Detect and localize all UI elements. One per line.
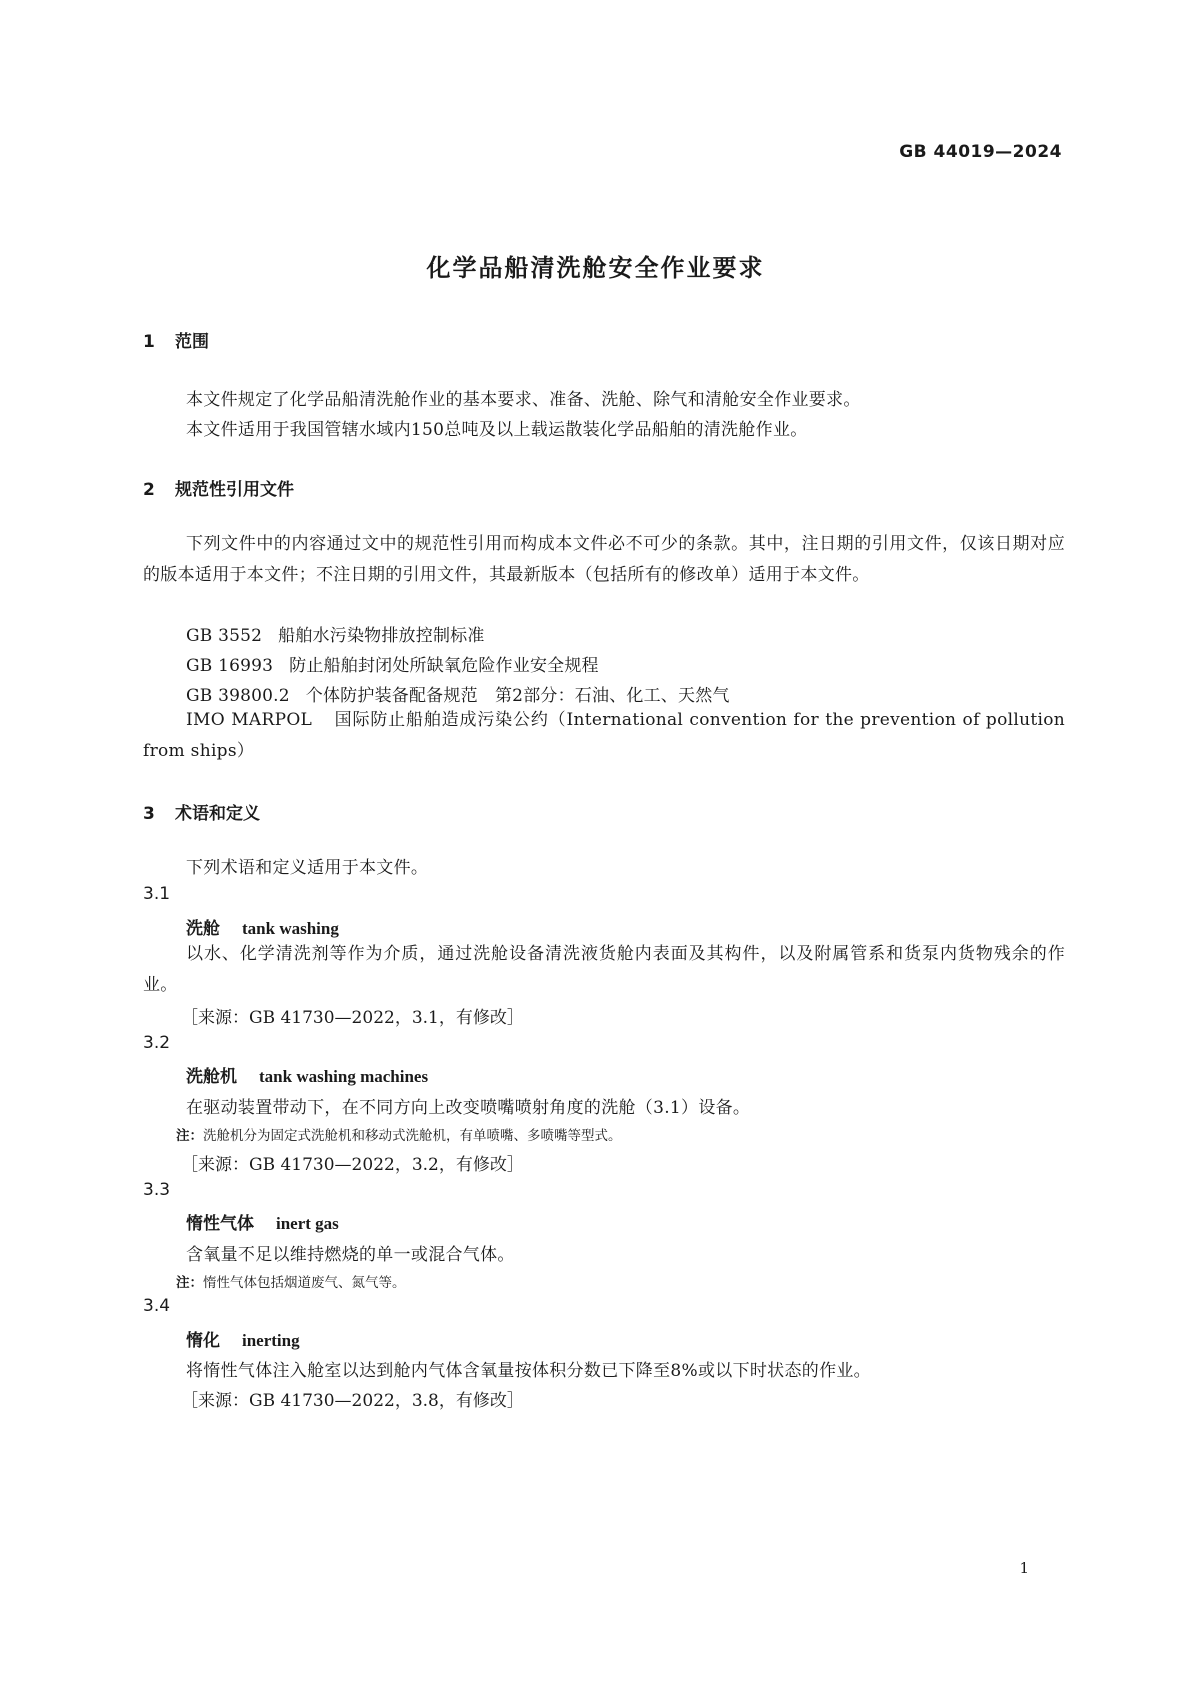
section-title: 规范性引用文件	[175, 480, 294, 500]
section-heading-normative	[143, 475, 294, 500]
reference-code: GB 16993	[186, 656, 274, 676]
scope-paragraph-1: 本文件规定了化学品船清洗舱作业的基本要求、准备、洗舱、除气和清舱安全作业要求。	[186, 390, 861, 410]
term-heading	[186, 914, 339, 939]
reference-title: 防止船舶封闭处所缺氧危险作业安全规程	[289, 656, 599, 676]
section-title: 术语和定义	[175, 804, 260, 824]
term-zh: 洗舱	[186, 919, 220, 939]
term-en: inerting	[242, 1331, 300, 1350]
term-en: tank washing machines	[259, 1067, 429, 1086]
reference-item	[186, 651, 599, 676]
document-title: 化学品船清洗舱安全作业要求	[426, 254, 765, 282]
term-number: 3.4	[143, 1296, 171, 1316]
normative-intro: 下列文件中的内容通过文中的规范性引用而构成本文件必不可少的条款。其中，注日期的引用文件，仅该日期对应的版本适用于本文件；不注日期的引用文件，其最新版本（包括所有的修改单）适用于本文件。	[143, 534, 1065, 585]
term-definition: 在驱动装置带动下，在不同方向上改变喷嘴喷射角度的洗舱（3.1）设备。	[186, 1098, 751, 1118]
reference-item	[186, 621, 485, 646]
term-definition: 以水、化学清洗剂等作为介质，通过洗舱设备清洗液货舱内表面及其构件，以及附属管系和货泵内货物残余的作业。	[143, 944, 1065, 995]
term-note	[176, 1271, 406, 1291]
note-label: 注：	[176, 1128, 203, 1144]
section-number: 2	[143, 480, 155, 500]
page-number: 1	[1019, 1559, 1029, 1577]
term-definition: 含氧量不足以维持燃烧的单一或混合气体。	[186, 1245, 515, 1265]
reference-item	[143, 705, 1065, 767]
note-label: 注：	[176, 1275, 203, 1291]
section-number: 1	[143, 332, 155, 352]
reference-title: 船舶水污染物排放控制标准	[278, 626, 485, 646]
term-heading	[186, 1062, 428, 1087]
section-heading-terms	[143, 799, 260, 824]
reference-title: 个体防护装备配备规范 第2部分：石油、化工、天然气	[305, 686, 730, 706]
term-zh: 惰化	[186, 1331, 220, 1351]
reference-title: 国际防止船舶造成污染公约（International convention for the prevention of pollution from ships）	[143, 710, 1065, 761]
note-text: 洗舱机分为固定式洗舱机和移动式洗舱机，有单喷嘴、多喷嘴等型式。	[203, 1128, 622, 1144]
term-definition: 将惰性气体注入舱室以达到舱内气体含氧量按体积分数已下降至8%或以下时状态的作业。	[186, 1361, 871, 1381]
reference-item	[186, 681, 730, 706]
term-heading	[186, 1209, 339, 1234]
term-number: 3.2	[143, 1033, 171, 1053]
term-source: ［来源：GB 41730—2022，3.2，有修改］	[181, 1155, 524, 1175]
term-note	[176, 1124, 622, 1144]
section-number: 3	[143, 804, 155, 824]
term-en: tank washing	[242, 919, 339, 938]
scope-paragraph-2: 本文件适用于我国管辖水域内150总吨及以上载运散装化学品船舶的清洗舱作业。	[186, 420, 808, 440]
reference-code: IMO MARPOL	[186, 710, 313, 730]
term-en: inert gas	[276, 1214, 339, 1233]
section-title: 范围	[175, 332, 209, 352]
term-heading	[186, 1326, 300, 1351]
term-source: ［来源：GB 41730—2022，3.1，有修改］	[181, 1008, 524, 1028]
standard-code: GB 44019—2024	[899, 142, 1062, 162]
term-number: 3.1	[143, 884, 171, 904]
term-number: 3.3	[143, 1180, 171, 1200]
term-zh: 惰性气体	[186, 1214, 254, 1234]
term-zh: 洗舱机	[186, 1067, 237, 1087]
reference-code: GB 39800.2	[186, 686, 290, 706]
reference-code: GB 3552	[186, 626, 263, 646]
terms-intro: 下列术语和定义适用于本文件。	[186, 858, 429, 878]
note-text: 惰性气体包括烟道废气、氮气等。	[203, 1275, 406, 1291]
term-source: ［来源：GB 41730—2022，3.8，有修改］	[181, 1391, 524, 1411]
section-heading-scope	[143, 327, 209, 352]
